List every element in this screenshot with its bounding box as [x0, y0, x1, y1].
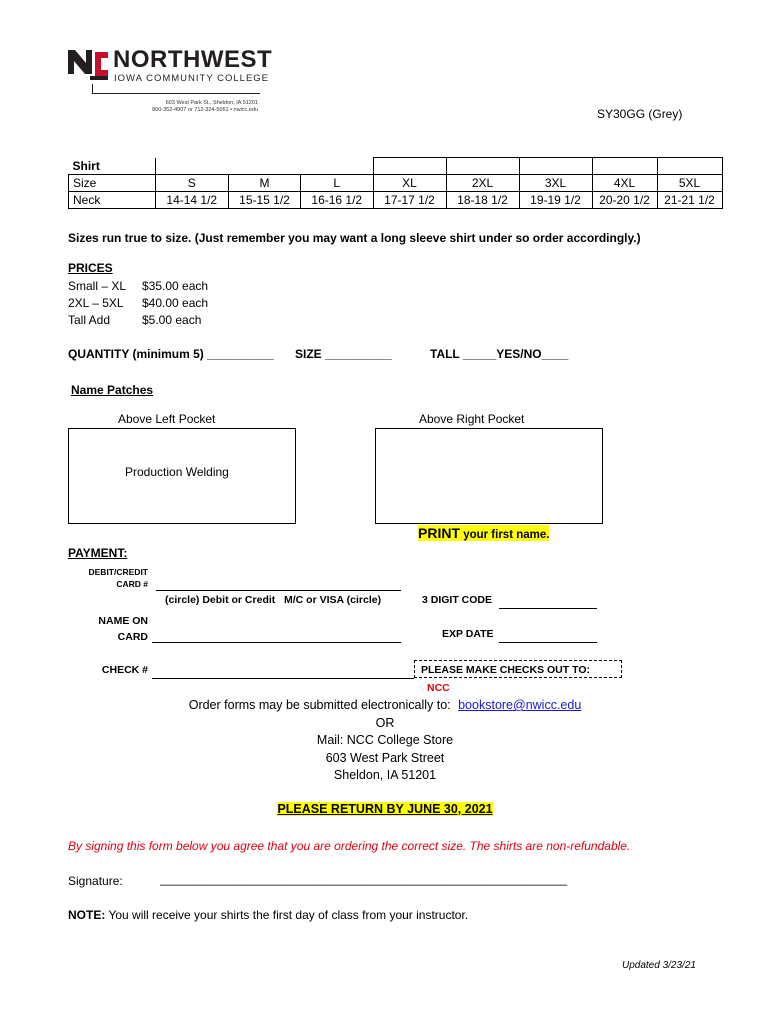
price-label: Tall Add [68, 313, 111, 327]
size-cell: L [301, 175, 374, 192]
logo-subtitle: IOWA COMMUNITY COLLEGE [114, 73, 270, 84]
price-row [68, 312, 208, 329]
print-instruction [418, 525, 549, 541]
empty-cell [446, 158, 519, 175]
submission-info [0, 697, 770, 785]
logo-address [132, 100, 258, 114]
submit-text: Order forms may be submitted electronically to: [188, 698, 451, 712]
blank-cell [155, 158, 229, 175]
neck-cell: 18-18 1/2 [446, 192, 519, 209]
code-field[interactable] [499, 596, 597, 609]
print-rest: your first name. [460, 529, 550, 541]
logo-address-line2: 800-352-4907 or 712-324-5061 • nwicc.edu [152, 107, 258, 113]
price-value: $40.00 each [142, 296, 209, 310]
neck-cell: 14-14 1/2 [155, 192, 229, 209]
quantity-field[interactable]: QUANTITY (minimum 5) __________ [68, 347, 274, 361]
neck-row [69, 192, 723, 209]
left-pocket-label: Above Left Pocket [118, 412, 216, 426]
exp-date-label: EXP DATE [442, 628, 494, 640]
checks-out-to: PLEASE MAKE CHECKS OUT TO: [421, 664, 590, 676]
deadline-wrap [0, 802, 770, 816]
price-label: Small – XL [68, 279, 127, 293]
return-deadline: PLEASE RETURN BY JUNE 30, 2021 [277, 802, 493, 816]
check-number-field[interactable] [152, 666, 414, 679]
tall-field[interactable]: TALL _____YES/NO____ [430, 347, 569, 361]
logo-rule-h [92, 93, 260, 94]
card-number-label [80, 566, 148, 590]
right-pocket-label: Above Right Pocket [419, 412, 525, 426]
price-value: $35.00 each [142, 279, 209, 293]
checks-payee: NCC [427, 682, 450, 694]
size-cell: 2XL [446, 175, 519, 192]
logo-name: NORTHWEST [113, 46, 273, 73]
price-value: $5.00 each [142, 313, 202, 327]
neck-label: Neck [69, 192, 156, 209]
size-field[interactable]: SIZE __________ [295, 347, 392, 361]
neck-cell: 17-17 1/2 [373, 192, 446, 209]
size-cell: S [155, 175, 229, 192]
signature-field[interactable]: _____________________________________________________________ [160, 872, 568, 886]
logo-address-line1: 603 West Park St., Sheldon, IA 51201 [165, 100, 258, 106]
blank-cell [229, 158, 301, 175]
name-label-line1: NAME ON [98, 615, 148, 627]
patches-heading: Name Patches [71, 383, 154, 397]
right-patch-box[interactable] [375, 428, 603, 524]
neck-cell: 16-16 1/2 [301, 192, 374, 209]
empty-cell [657, 158, 722, 175]
updated-date: Updated 3/23/21 [622, 960, 696, 971]
bookstore-email-link[interactable]: bookstore@nwicc.edu [458, 698, 582, 712]
size-table [68, 157, 723, 209]
check-number-label: CHECK # [101, 664, 148, 676]
name-on-card-label [80, 613, 148, 645]
item-code: SY30GG (Grey) [597, 107, 683, 121]
size-cell: 3XL [519, 175, 592, 192]
card-number-field[interactable] [156, 578, 401, 591]
card-label-line2: CARD # [116, 579, 148, 589]
empty-cell [592, 158, 657, 175]
neck-cell: 15-15 1/2 [229, 192, 301, 209]
price-row [68, 295, 208, 312]
note [68, 908, 468, 922]
size-cell: 4XL [592, 175, 657, 192]
neck-cell: 20-20 1/2 [592, 192, 657, 209]
payment-heading: PAYMENT: [68, 546, 128, 560]
sizing-note: Sizes run true to size. (Just remember you may want a long sleeve shirt under so order accordingly.) [68, 231, 641, 245]
mail-text: Mail: NCC College Store [316, 733, 454, 747]
city-text: Sheldon, IA 51201 [333, 768, 437, 782]
empty-cell [519, 158, 592, 175]
print-word: PRINT [418, 525, 460, 541]
code-label: 3 DIGIT CODE [422, 594, 493, 606]
empty-cell [373, 158, 446, 175]
note-text: You will receive your shirts the first day of class from your instructor. [105, 908, 469, 922]
left-patch-box[interactable] [68, 428, 296, 524]
exp-date-field[interactable] [499, 630, 597, 643]
street-text: 603 West Park Street [325, 750, 445, 765]
price-row [68, 278, 208, 295]
agreement-text: By signing this form below you agree that you are ordering the correct size. The shirts are non-refundable. [68, 839, 631, 853]
size-table-header-row [69, 158, 723, 175]
size-cell: 5XL [657, 175, 722, 192]
nc-logo-mark [68, 44, 112, 84]
name-on-card-field[interactable] [152, 630, 401, 643]
neck-cell: 21-21 1/2 [657, 192, 722, 209]
signature-label: Signature: [68, 874, 123, 888]
card-type-note: (circle) Debit or Credit M/C or VISA (circle) [165, 594, 382, 606]
prices-list [68, 278, 208, 329]
blank-cell [301, 158, 374, 175]
or-text: OR [375, 715, 395, 730]
shirt-heading: Shirt [69, 158, 156, 175]
size-cell: M [229, 175, 301, 192]
left-patch-text: Production Welding [125, 465, 229, 479]
size-cell: XL [373, 175, 446, 192]
price-label: 2XL – 5XL [68, 296, 124, 310]
name-label-line2: CARD [117, 631, 148, 643]
neck-cell: 19-19 1/2 [519, 192, 592, 209]
prices-heading: PRICES [68, 261, 113, 275]
size-row [69, 175, 723, 192]
submit-line [0, 697, 770, 715]
card-label-line1: DEBIT/CREDIT [88, 567, 148, 577]
checks-payable-box [414, 660, 622, 694]
note-label: NOTE: [68, 908, 106, 922]
size-label: Size [69, 175, 156, 192]
